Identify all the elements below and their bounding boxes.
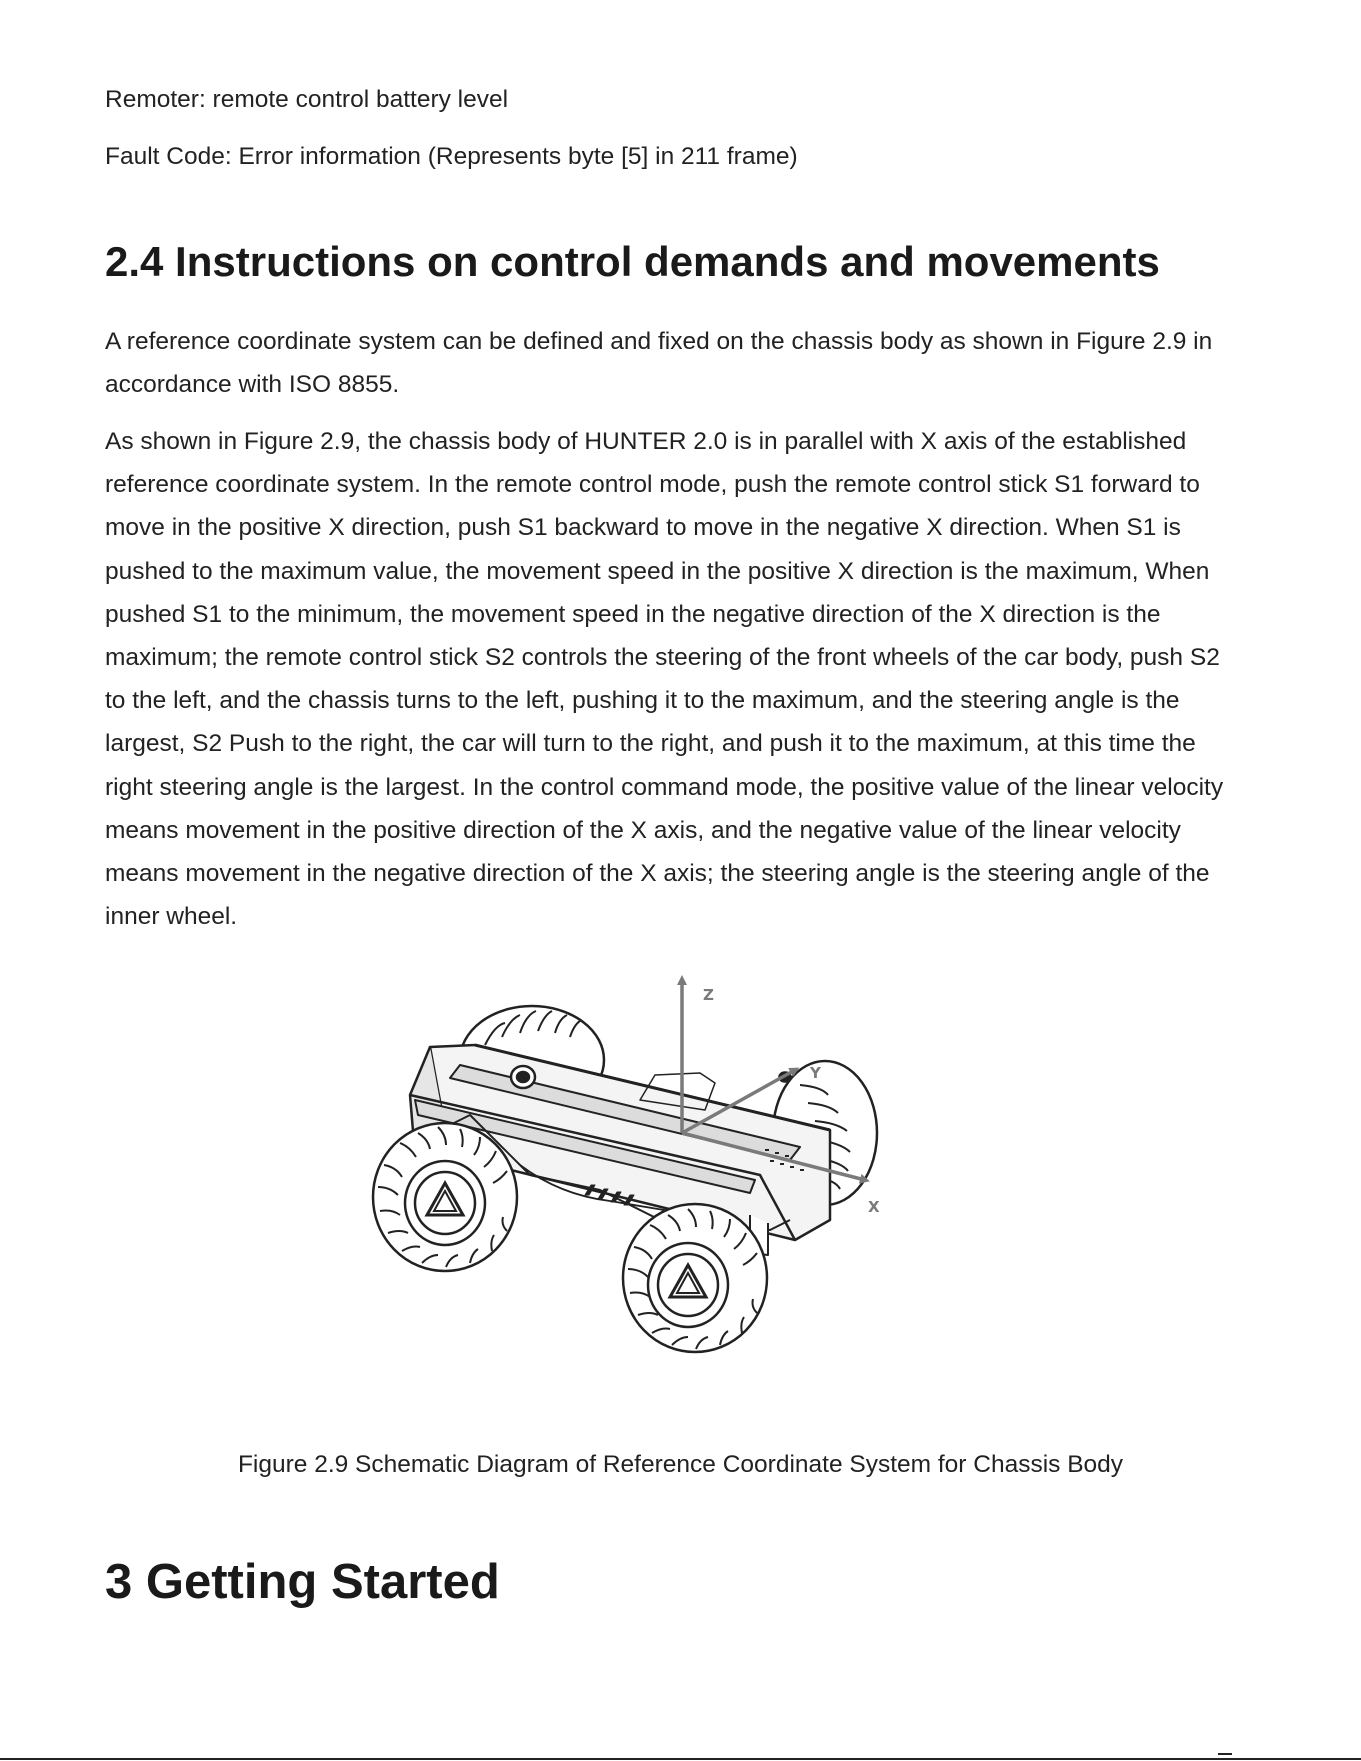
- figure-caption: Figure 2.9 Schematic Diagram of Reference Coordinate System for Chassis Body: [237, 1451, 1124, 1478]
- paragraph-control-description: As shown in Figure 2.9, the chassis body of HUNTER 2.0 is in parallel with X axis of the established reference coordinate system. In the remote control mode, push the remote control stick S1 forward to move in the positive X direction, push S1 backward to move in the negative X direction. When S1 is pushed to the maximum value, the movement speed in the positive X direction is the maximum, When pushed S1 to the minimum, the movement speed in the negative direction of the X direction is the maximum; the remote control stick S2 controls the steering of the front wheels of the car body, push S2 to the left, and the chassis turns to the left, pushing it to the maximum, and the steering angle is the largest, S2 Push to the right, the car will turn to the right, and push it to the maximum, at this time the right steering angle is the largest. In the control command mode, the positive value of the linear velocity means movement in the positive direction of the X axis, and the negative value of the linear velocity means movement in the negative direction of the X axis; the steering angle is the steering angle of the inner wheel.: [105, 428, 1224, 931]
- chassis-diagram-illustration: [370, 975, 990, 1425]
- paragraph-reference-system: A reference coordinate system can be defined and fixed on the chassis body as shown in Figure 2.9 in accordance with ISO 8855.: [105, 328, 1213, 399]
- front-left-wheel: [373, 1123, 517, 1271]
- footer-rule: [0, 1758, 1361, 1760]
- x-axis-label: X: [868, 1198, 880, 1216]
- y-axis-label: Y: [810, 1064, 821, 1082]
- z-axis-label: Z: [703, 986, 714, 1004]
- footer-mark: [1218, 1753, 1232, 1755]
- chassis-figure: [370, 975, 990, 1425]
- chapter-heading: 3 Getting Started: [105, 1555, 500, 1609]
- section-heading: 2.4 Instructions on control demands and movements: [105, 238, 1160, 285]
- fault-code-line: Fault Code: Error information (Represents byte [5] in 211 frame): [105, 143, 798, 170]
- front-right-wheel: [623, 1204, 767, 1352]
- remoter-line: Remoter: remote control battery level: [105, 86, 509, 113]
